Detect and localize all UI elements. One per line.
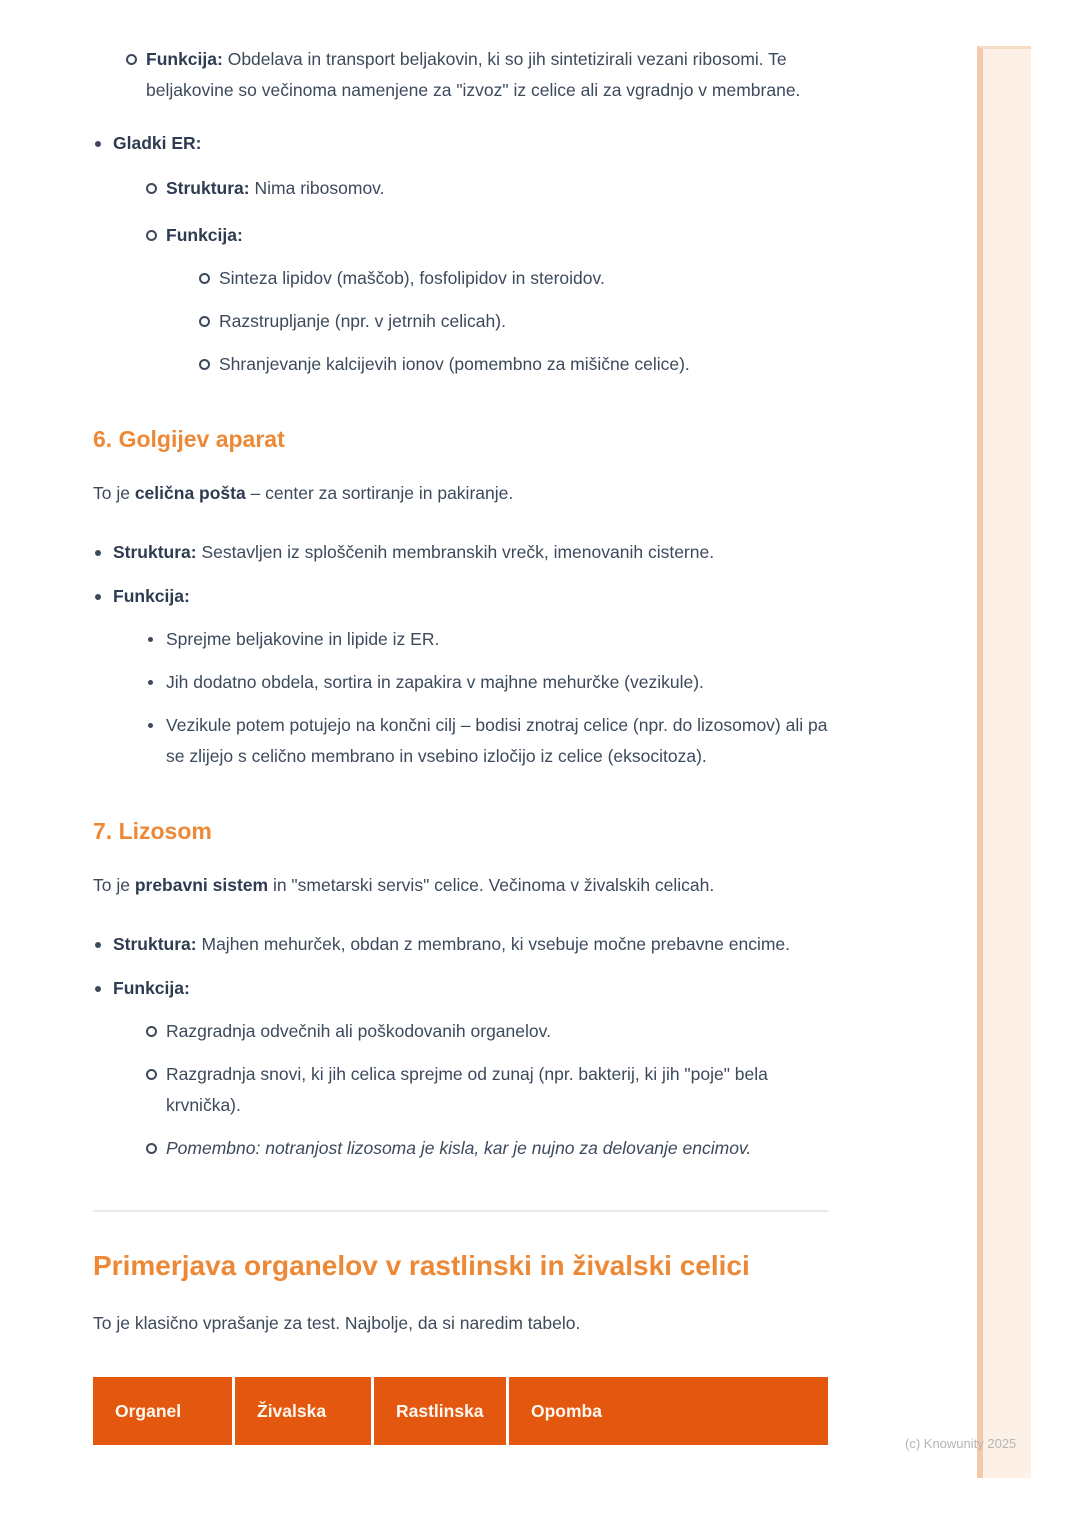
list-item-text: Razgradnja snovi, ki jih celica sprejme od zunaj (npr. bakterij, ki jih "poje" bela krvnička). [166, 1064, 768, 1115]
list-item [146, 1059, 828, 1121]
lizosom-list [93, 929, 828, 1164]
bullet-disc-icon [146, 667, 166, 685]
bullet-disc-icon [93, 581, 113, 600]
section-heading-golgi: 6. Golgijev aparat [93, 426, 285, 452]
bullet-disc-icon [93, 929, 113, 948]
list-item [146, 173, 828, 204]
label-funkcija: Funkcija: [113, 978, 190, 998]
er-funkcija-sublist [166, 263, 828, 380]
list-item-text [113, 973, 828, 1164]
golgi-funkcija-sublist [113, 624, 828, 772]
list-item [146, 1133, 828, 1164]
list-item [93, 128, 828, 380]
list-item-text: Vezikule potem potujejo na končni cilj – bodisi znotraj celice (npr. do lizosomov) ali pa se zlijejo s celično membrano in vsebino izločijo iz celice (eksocitoza). [166, 715, 828, 766]
label-struktura: Struktura: [113, 542, 197, 562]
list-item [199, 263, 828, 294]
bullet-disc-icon [93, 537, 113, 556]
label-struktura: Struktura: [166, 178, 250, 198]
list-item-text: Sinteza lipidov (maščob), fosfolipidov in steroidov. [219, 268, 605, 288]
label-struktura: Struktura: [113, 934, 197, 954]
watermark: (c) Knowunity 2025 [905, 1436, 1017, 1451]
bullet-circle-icon [146, 173, 166, 194]
label-gladki-er: Gladki ER: [113, 133, 202, 153]
bullet-circle-icon [199, 349, 219, 370]
list-item [93, 973, 828, 1164]
list-item-text: Funkcija: Obdelava in transport beljakovin, ki so jih sintetizirali vezani ribosomi. Te beljakovine so večinoma namenjene za "izvoz" iz celice ali za vgradnjo v membrane. [146, 49, 801, 100]
list-item-text [113, 128, 828, 380]
decorative-right-stripe [977, 46, 1031, 1478]
list-item [199, 306, 828, 337]
page-heading-primerjava: Primerjava organelov v rastlinski in živalski celici [93, 1250, 750, 1281]
list-item [146, 220, 828, 380]
table-header-organel: Organel [93, 1377, 232, 1445]
list-item-text: Sprejme beljakovine in lipide iz ER. [166, 629, 440, 649]
bullet-circle-icon [146, 1059, 166, 1080]
bullet-circle-icon [146, 1016, 166, 1037]
list-item [146, 710, 828, 772]
list-item-text: Razgradnja odvečnih ali poškodovanih organelov. [166, 1021, 551, 1041]
label-funkcija: Funkcija: [113, 586, 190, 606]
list-item [199, 349, 828, 380]
gladki-er-list [93, 128, 828, 380]
list-item-text: Struktura: Majhen mehurček, obdan z membrano, ki vsebuje močne prebavne encime. [113, 934, 791, 954]
list-item [146, 624, 828, 655]
gladki-er-sublist [113, 173, 828, 380]
lizosom-intro: To je prebavni sistem in "smetarski servis" celice. Večinoma v živalskih celicah. [93, 875, 715, 895]
list-item [126, 44, 828, 106]
list-item [93, 537, 828, 568]
bullet-circle-icon [146, 1133, 166, 1154]
primerjava-intro: To je klasično vprašanje za test. Najbolje, da si naredim tabelo. [93, 1313, 581, 1333]
list-item-text: Struktura: Sestavljen iz sploščenih membranskih vrečk, imenovanih cisterne. [113, 542, 715, 562]
list-item [146, 667, 828, 698]
section-divider [93, 1210, 828, 1212]
lizosom-funkcija-sublist [113, 1016, 828, 1164]
list-item [93, 929, 828, 960]
list-item [93, 581, 828, 772]
comparison-table-header-row [93, 1377, 828, 1445]
list-item-text: Pomembno: notranjost lizosoma je kisla, kar je nujno za delovanje encimov. [166, 1138, 752, 1158]
section-heading-lizosom: 7. Lizosom [93, 818, 212, 844]
table-header-opomba: Opomba [509, 1377, 828, 1445]
bullet-circle-icon [146, 220, 166, 241]
list-item-text: Razstrupljanje (npr. v jetrnih celicah). [219, 311, 506, 331]
er-funkcija-list [93, 44, 828, 106]
list-item-text [166, 220, 828, 380]
table-header-zivalska: Živalska [235, 1377, 371, 1445]
label-funkcija: Funkcija: [166, 225, 243, 245]
label-funkcija: Funkcija: [146, 49, 223, 69]
table-header-rastlinska: Rastlinska [374, 1377, 506, 1445]
golgi-list [93, 537, 828, 772]
golgi-intro: To je celična pošta – center za sortiranje in pakiranje. [93, 483, 514, 503]
list-item [146, 1016, 828, 1047]
list-item-text [113, 581, 828, 772]
notes-page [93, 0, 828, 1445]
bullet-disc-icon [146, 710, 166, 728]
bullet-circle-icon [199, 263, 219, 284]
bullet-disc-icon [146, 624, 166, 642]
list-item-text: Struktura: Nima ribosomov. [166, 178, 385, 198]
bullet-circle-icon [199, 306, 219, 327]
bullet-disc-icon [93, 973, 113, 992]
bullet-circle-icon [126, 44, 146, 65]
list-item-text: Shranjevanje kalcijevih ionov (pomembno za mišične celice). [219, 354, 690, 374]
list-item-text: Jih dodatno obdela, sortira in zapakira v majhne mehurčke (vezikule). [166, 672, 704, 692]
bullet-disc-icon [93, 128, 113, 147]
